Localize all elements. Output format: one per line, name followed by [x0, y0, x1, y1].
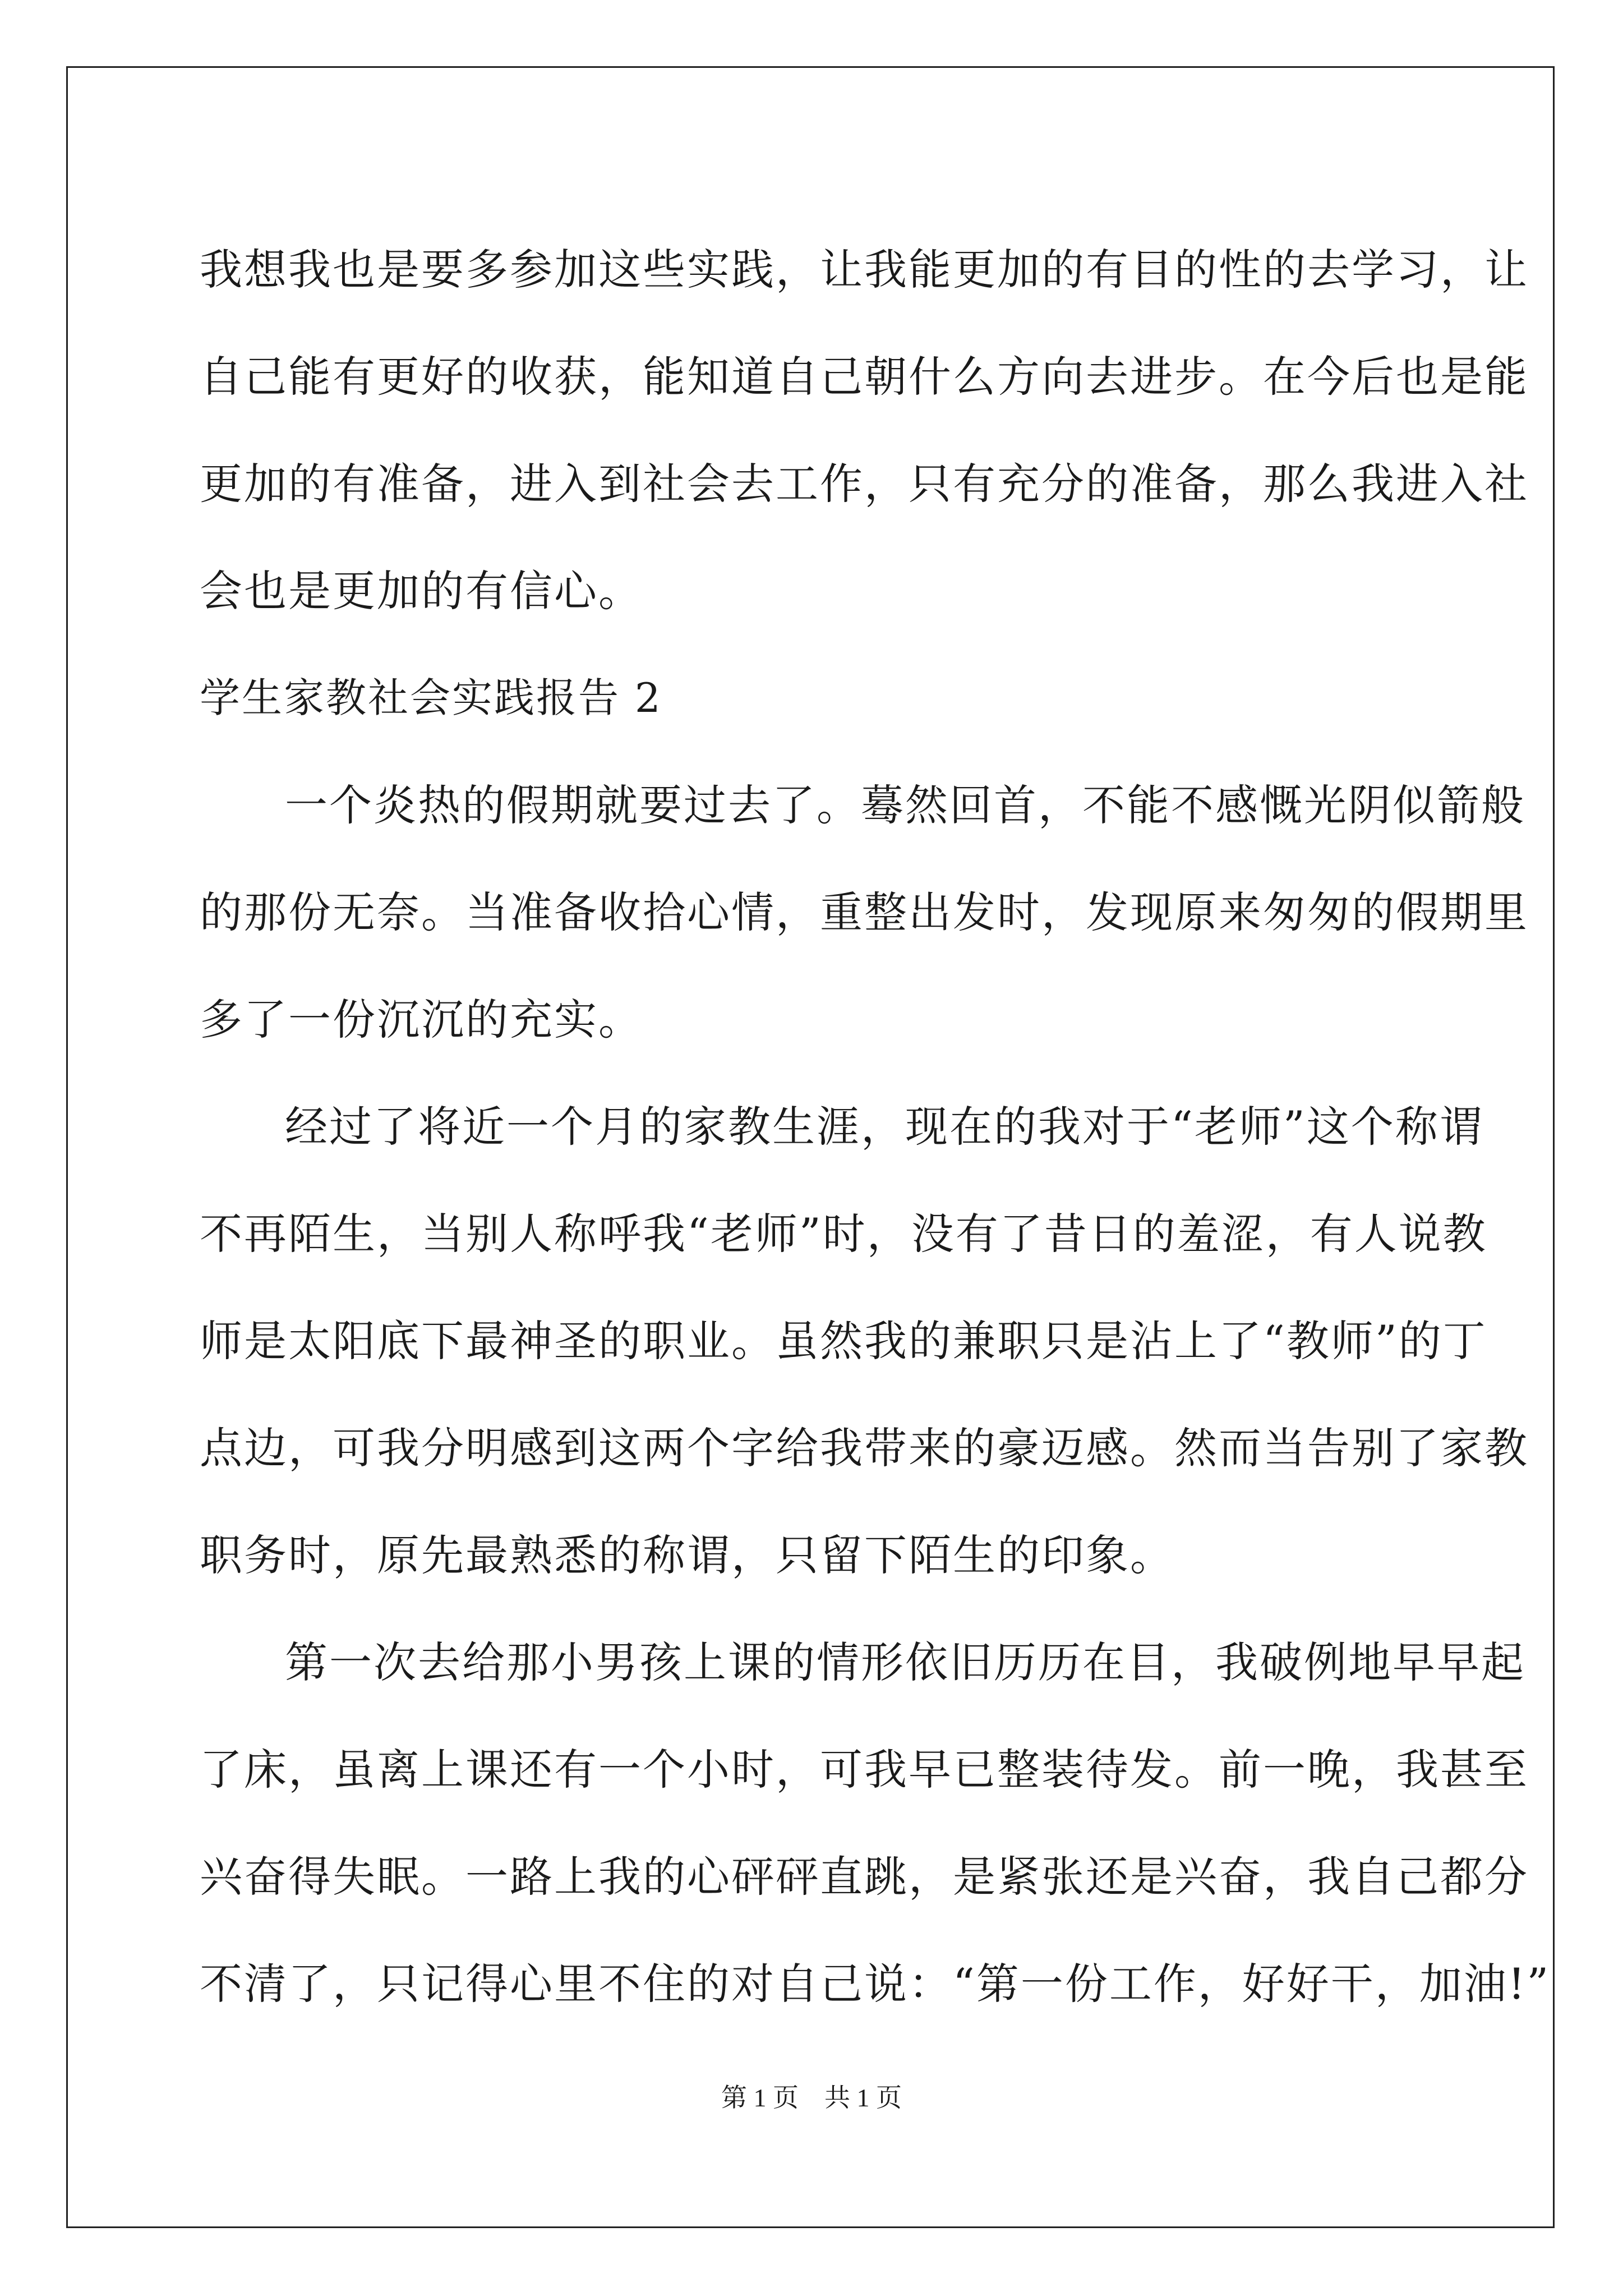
- paragraph-1-line-1: 我想我也是要多参加这些实践，让我能更加的有目的性的去学习，让: [200, 245, 1529, 295]
- paragraph-4-line-1: 第一次去给那小男孩上课的情形依旧历历在目，我破例地早早起: [285, 1637, 1525, 1687]
- paragraph-3-line-1: 经过了将近一个月的家教生涯，现在的我对于“老师”这个称谓: [285, 1102, 1484, 1152]
- paragraph-1-line-4: 会也是更加的有信心。: [200, 566, 643, 616]
- paragraph-3-line-2: 不再陌生，当别人称呼我“老师”时，没有了昔日的羞涩，有人说教: [200, 1209, 1487, 1259]
- paragraph-1-line-2: 自己能有更好的收获，能知道自己朝什么方向去进步。在今后也是能: [200, 352, 1529, 402]
- paragraph-3-line-5: 职务时，原先最熟悉的称谓，只留下陌生的印象。: [200, 1530, 1174, 1580]
- paragraph-4-line-2: 了床，虽离上课还有一个小时，可我早已整装待发。前一晚，我甚至: [200, 1745, 1529, 1795]
- paragraph-2-line-1: 一个炎热的假期就要过去了。蓦然回首，不能不感慨光阴似箭般: [285, 780, 1525, 830]
- paragraph-1-line-3: 更加的有准备，进入到社会去工作，只有充分的准备，那么我进入社: [200, 459, 1529, 509]
- paragraph-3-line-4: 点边，可我分明感到这两个字给我带来的豪迈感。然而当告别了家教: [200, 1423, 1529, 1473]
- paragraph-4-line-4: 不清了，只记得心里不住的对自己说：“第一份工作，好好干，加油!”: [200, 1959, 1551, 2009]
- paragraph-3-line-3: 师是太阳底下最神圣的职业。虽然我的兼职只是沾上了“教师”的丁: [200, 1316, 1487, 1366]
- page-number-footer: 第 1 页 共 1 页: [721, 2083, 902, 2112]
- document-body: [200, 216, 1551, 2037]
- paragraph-2-line-3: 多了一份沉沉的充实。: [200, 995, 643, 1045]
- paragraph-2-line-2: 的那份无奈。当准备收拾心情，重整出发时，发现原来匆匆的假期里: [200, 887, 1529, 937]
- paragraph-4-line-3: 兴奋得失眠。一路上我的心砰砰直跳，是紧张还是兴奋，我自己都分: [200, 1852, 1529, 1902]
- section-heading: 学生家教社会实践报告 2: [200, 674, 662, 721]
